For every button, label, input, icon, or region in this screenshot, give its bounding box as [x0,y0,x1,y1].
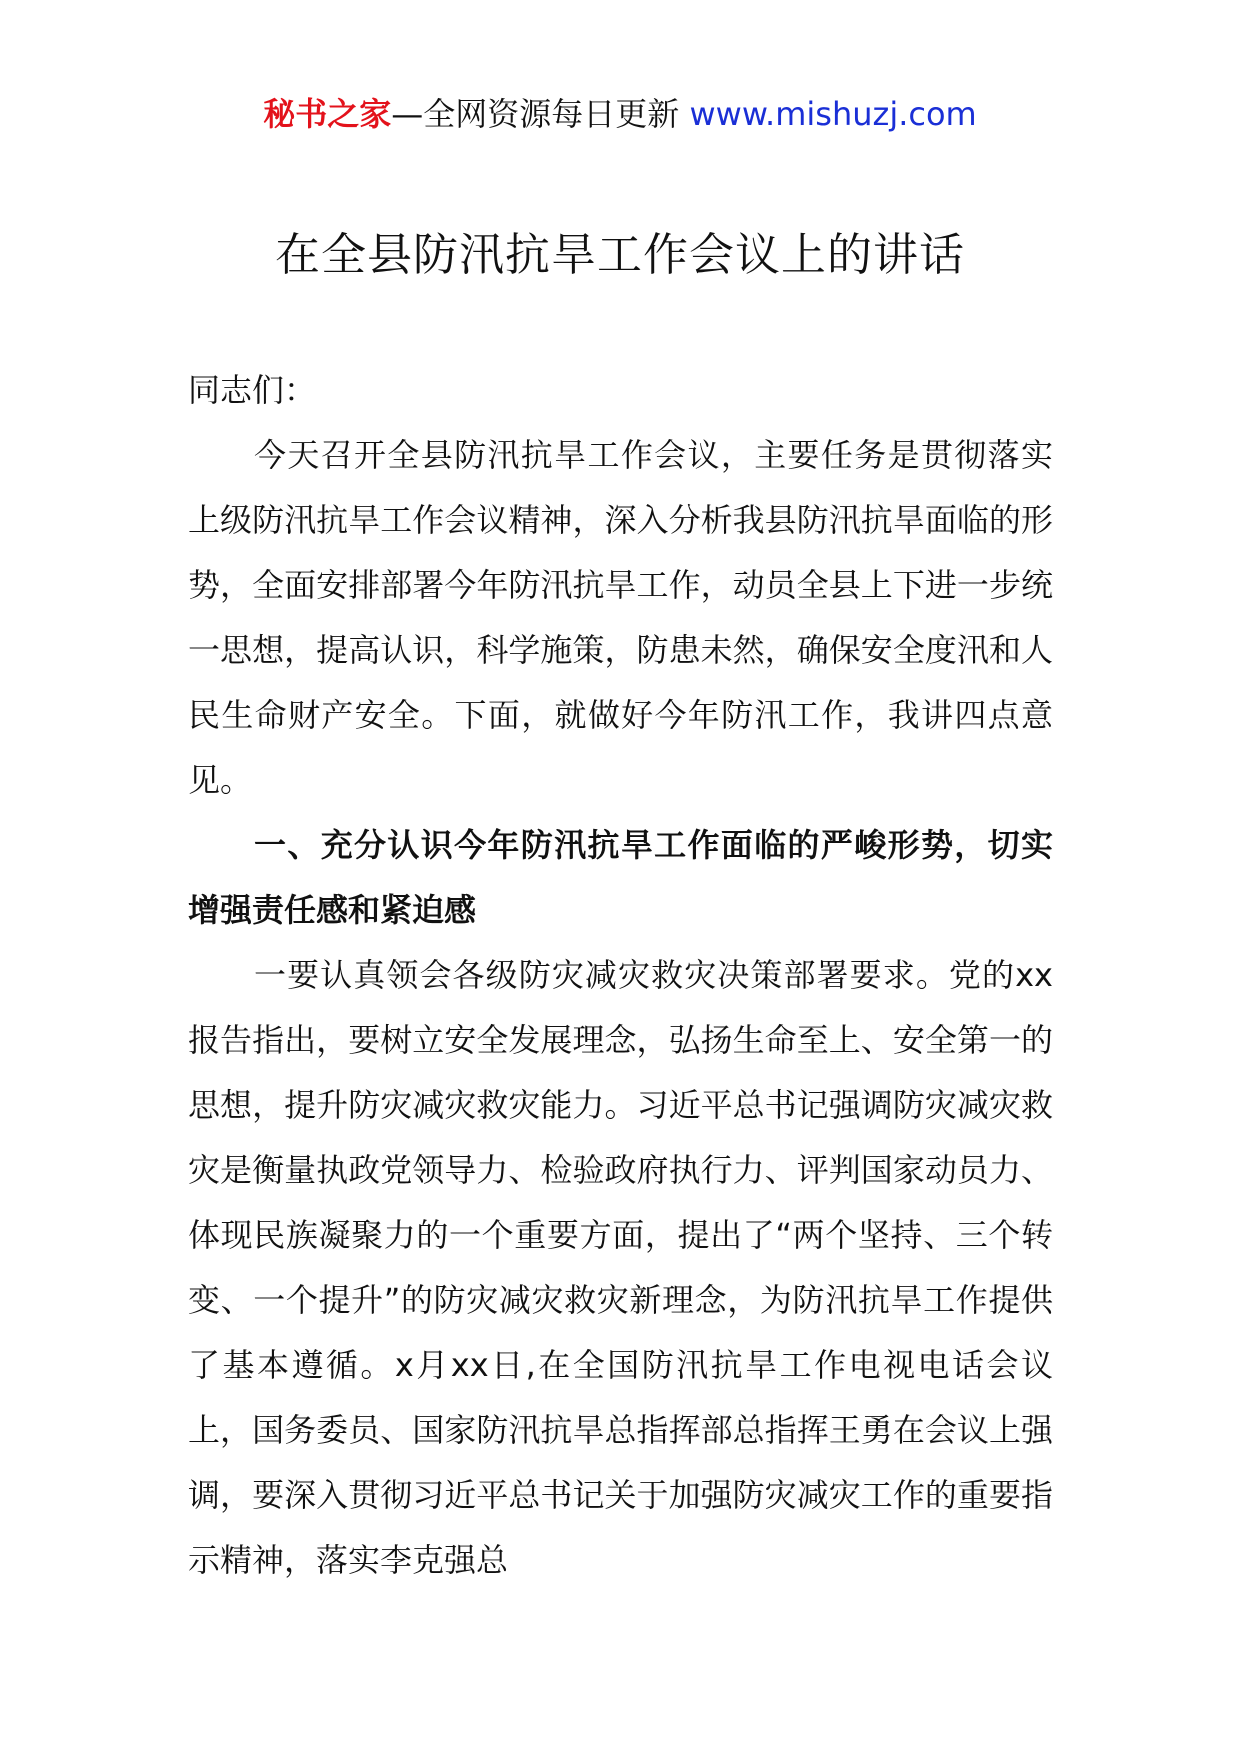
document-title: 在全县防汛抗旱工作会议上的讲话 [274,228,965,281]
intro-paragraph: 今天召开全县防汛抗旱工作会议，主要任务是贯彻落实上级防汛抗旱工作会议精神，深入分析我县防汛抗旱面临的形势，全面安排部署今年防汛抗旱工作，动员全县上下进一步统一思想，提高认识，科学施策，防患未然，确保安全度汛和人民生命财产安全。下面，就做好今年防汛工作，我讲四点意见。 [188,436,1053,799]
brand-name: 秘书之家 [263,95,392,133]
salutation: 同志们： [188,371,317,409]
document-body [188,358,1053,1593]
site-banner [0,92,1240,136]
body-paragraph: 一要认真领会各级防灾减灾救灾决策部署要求。党的xx报告指出，要树立安全发展理念，弘扬生命至上、安全第一的思想，提升防灾减灾救灾能力。习近平总书记强调防灾减灾救灾是衡量执政党领导力、检验政府执行力、评判国家动员力、体现民族凝聚力的一个重要方面，提出了“两个坚持、三个转变、一个提升”的防灾减灾救灾新理念，为防汛抗旱工作提供了基本遵循。x月xx日,在全国防汛抗旱工作电视电话会议上，国务委员、国家防汛抗旱总指挥部总指挥王勇在会议上强调，要深入贯彻习近平总书记关于加强防灾减灾工作的重要指示精神，落实李克强总 [188,956,1053,1579]
site-slogan: —全网资源每日更新 [391,95,680,133]
section-heading-1: 一、充分认识今年防汛抗旱工作面临的严峻形势，切实增强责任感和紧迫感 [188,826,1053,929]
site-url-link[interactable]: www.mishuzj.com [689,95,977,133]
